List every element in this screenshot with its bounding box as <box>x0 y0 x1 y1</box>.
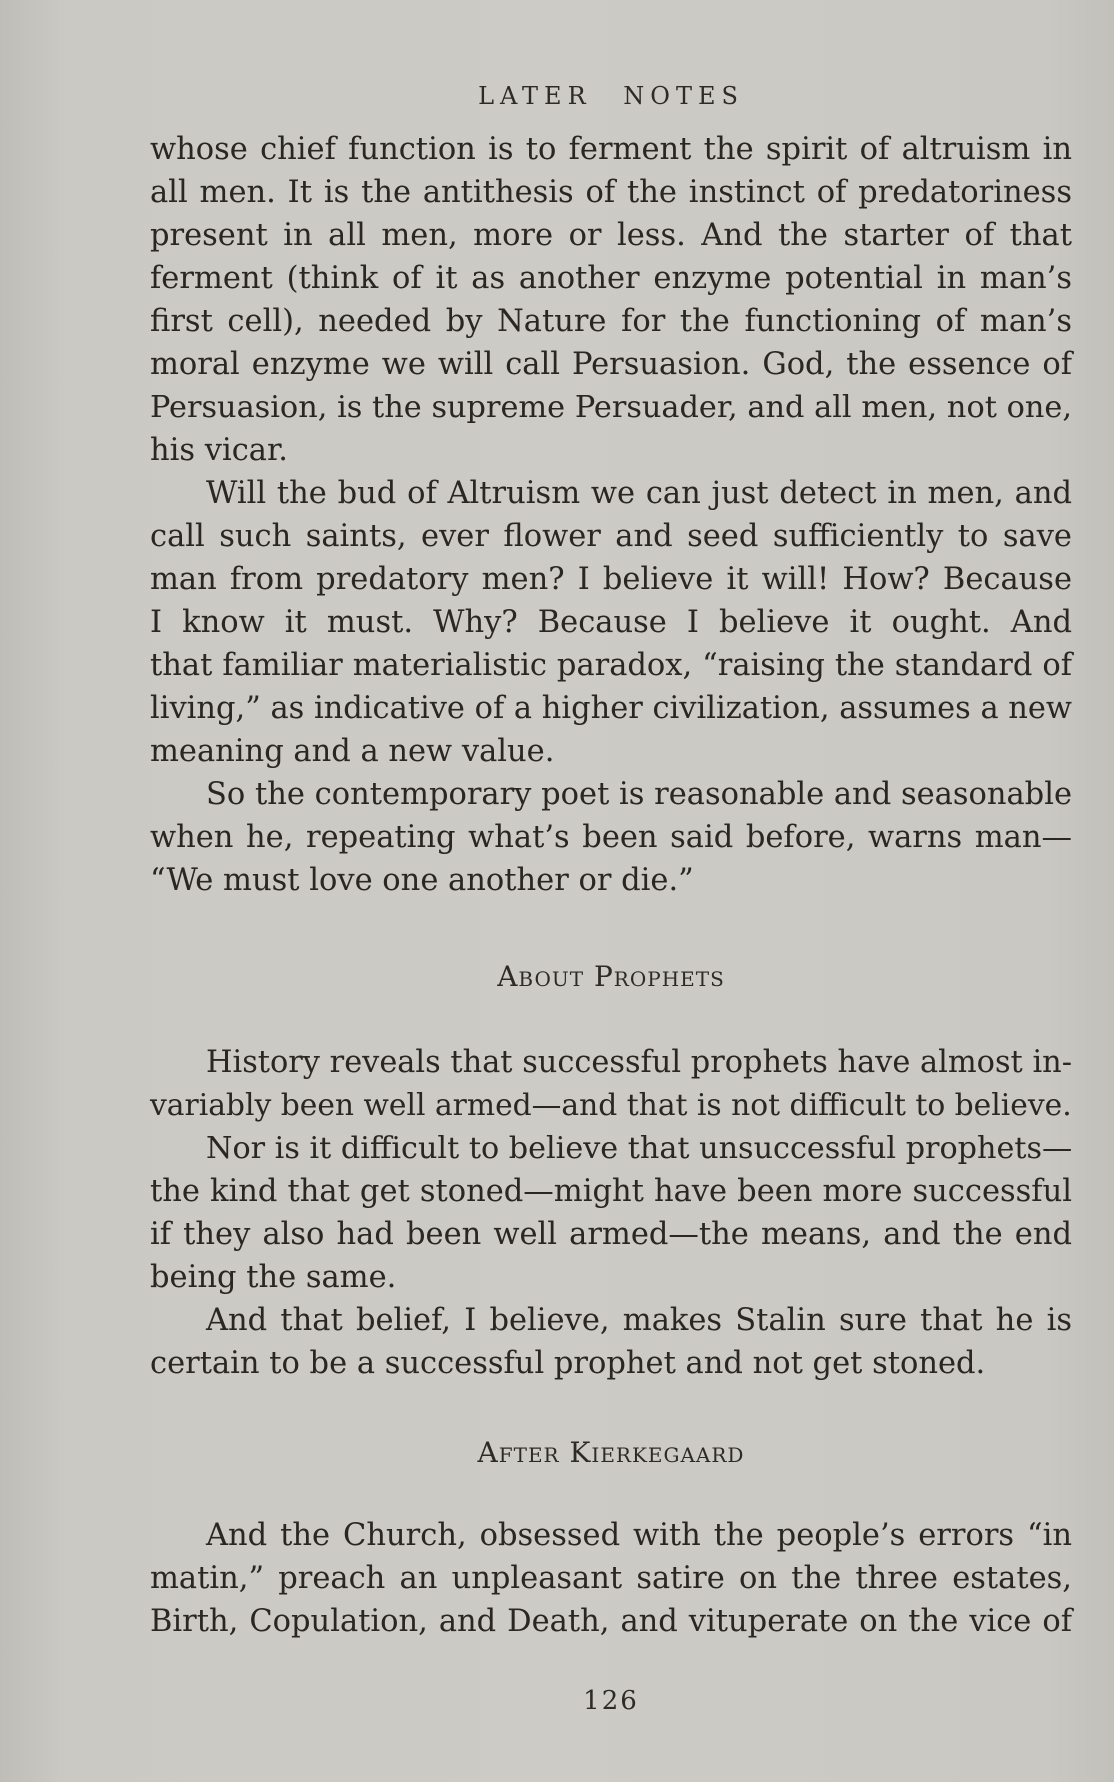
text-line: call such saints, ever flower and seed sufficiently to save <box>150 519 1072 554</box>
paragraph-contemporary-poet <box>150 773 1072 902</box>
paragraph-unsuccessful-prophets <box>150 1127 1072 1299</box>
text-line: first cell), needed by Nature for the functioning of man’s <box>150 304 1072 339</box>
paragraph-history-reveals <box>150 1041 1072 1127</box>
text-line: present in all men, more or less. And the starter of that <box>150 218 1072 253</box>
text-line: man from predatory men? I believe it will! How? Because <box>150 562 1072 597</box>
text-line: Persuasion, is the supreme Persuader, and all men, not one, <box>150 390 1072 425</box>
running-head: LATER NOTES <box>478 82 744 110</box>
text-line: whose chief function is to ferment the spirit of altruism in <box>150 132 1072 167</box>
text-line: being the same. <box>150 1260 397 1295</box>
text-line: matin,” preach an unpleasant satire on the three estates, <box>150 1561 1072 1596</box>
text-line: I know it must. Why? Because I believe it ought. And <box>150 605 1072 640</box>
text-line: History reveals that successful prophets have almost in- <box>206 1045 1072 1080</box>
paragraph-bud-of-altruism <box>150 472 1072 773</box>
text-line: And the Church, obsessed with the people’s errors “in <box>206 1518 1072 1553</box>
text-line: moral enzyme we will call Persuasion. God, the essence of <box>150 347 1072 382</box>
text-line: variably been well armed—and that is not difficult to believe. <box>150 1088 1072 1123</box>
text-line: meaning and a new value. <box>150 734 555 769</box>
section-heading-about-prophets: About Prophets <box>497 960 725 993</box>
text-line: when he, repeating what’s been said before, warns man— <box>150 820 1072 855</box>
paragraph-altruism <box>150 128 1072 472</box>
text-line: Will the bud of Altruism we can just detect in men, and <box>206 476 1072 511</box>
section-heading-after-kierkegaard: After Kierkegaard <box>477 1436 745 1469</box>
text-line: certain to be a successful prophet and not get stoned. <box>150 1346 986 1381</box>
text-line: living,” as indicative of a higher civilization, assumes a new <box>150 691 1072 726</box>
paragraph-stalin <box>150 1299 1072 1385</box>
text-line: that familiar materialistic paradox, “raising the standard of <box>150 648 1072 683</box>
book-page <box>150 0 1072 1782</box>
text-line: his vicar. <box>150 433 288 468</box>
text-line: ferment (think of it as another enzyme potential in man’s <box>150 261 1072 296</box>
text-line: if they also had been well armed—the means, and the end <box>150 1217 1072 1252</box>
text-line: So the contemporary poet is reasonable and seasonable <box>206 777 1072 812</box>
paragraph-church <box>150 1514 1072 1643</box>
page-number: 126 <box>583 1686 639 1716</box>
text-line: Nor is it difficult to believe that unsuccessful prophets— <box>206 1131 1073 1166</box>
text-line: And that belief, I believe, makes Stalin sure that he is <box>206 1303 1072 1338</box>
text-line: the kind that get stoned—might have been more successful <box>150 1174 1072 1209</box>
text-line: Birth, Copulation, and Death, and vituperate on the vice of <box>150 1604 1072 1639</box>
text-line: “We must love one another or die.” <box>150 863 694 898</box>
text-line: all men. It is the antithesis of the instinct of predatoriness <box>150 175 1072 210</box>
